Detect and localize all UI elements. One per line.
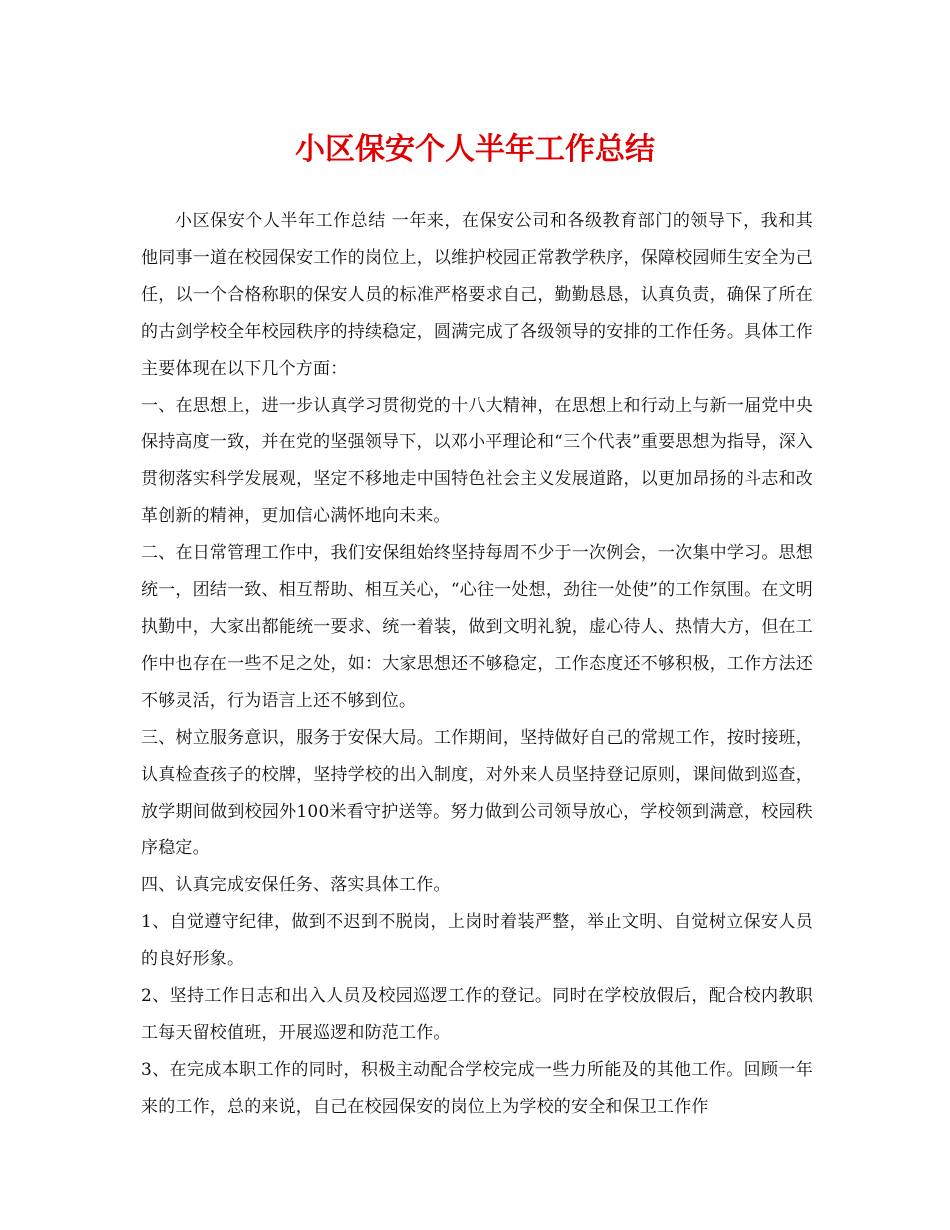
paragraph-section-3: 三、树立服务意识，服务于安保大局。工作期间，坚持做好自己的常规工作，按时接班，认真检查孩子的校牌，坚持学校的出入制度，对外来人员坚持登记原则，课间做到巡查，放学期间做到校园外100米看守护送等。努力做到公司领导放心，学校领到满意，校园秩序稳定。 — [141, 727, 813, 859]
document-title: 小区保安个人半年工作总结 — [295, 132, 655, 167]
paragraph-section-1: 一、在思想上，进一步认真学习贯彻党的十八大精神，在思想上和行动上与新一届党中央保持高度一致，并在党的坚强领导下，以邓小平理论和“三个代表”重要思想为指导，深入贯彻落实科学发展观，坚定不移地走中国特色社会主义发展道路，以更加昂扬的斗志和改革创新的精神，更加信心满怀地向未来。 — [141, 395, 813, 527]
paragraph-intro: 小区保安个人半年工作总结 一年来，在保安公司和各级教育部门的领导下，我和其他同事一道在校园保安工作的岗位上，以维护校园正常教学秩序，保障校园师生安全为己任，以一个合格称职的保安人员的标准严格要求自己，勤勤恳恳，认真负责，确保了所在的古剑学校全年校园秩序的持续稳定，圆满完成了各级领导的安排的工作任务。具体工作主要体现在以下几个方面： — [141, 211, 813, 379]
document-body — [141, 203, 813, 1126]
paragraph-item-1: 1、自觉遵守纪律，做到不迟到不脱岗，上岗时着装严整，举止文明、自觉树立保安人员的良好形象。 — [141, 912, 813, 970]
paragraph-section-4: 四、认真完成安保任务、落实具体工作。 — [141, 875, 451, 896]
paragraph-item-2: 2、坚持工作日志和出入人员及校园巡逻工作的登记。同时在学校放假后，配合校内教职工每天留校值班，开展巡逻和防范工作。 — [141, 986, 813, 1043]
paragraph-item-3: 3、在完成本职工作的同时，积极主动配合学校完成一些力所能及的其他工作。回顾一年来的工作，总的来说，自己在校园保安的岗位上为学校的安全和保卫工作作 — [141, 1059, 813, 1117]
paragraph-section-2: 二、在日常管理工作中，我们安保组始终坚持每周不少于一次例会，一次集中学习。思想统一，团结一致、相互帮助、相互关心，“心往一处想，劲往一处使”的工作氛围。在文明执勤中，大家出都能统一要求、统一着装，做到文明礼貌，虚心待人、热情大方，但在工作中也存在一些不足之处，如：大家思想还不够稳定，工作态度还不够积极，工作方法还不够灵活，行为语言上还不够到位。 — [141, 543, 813, 711]
